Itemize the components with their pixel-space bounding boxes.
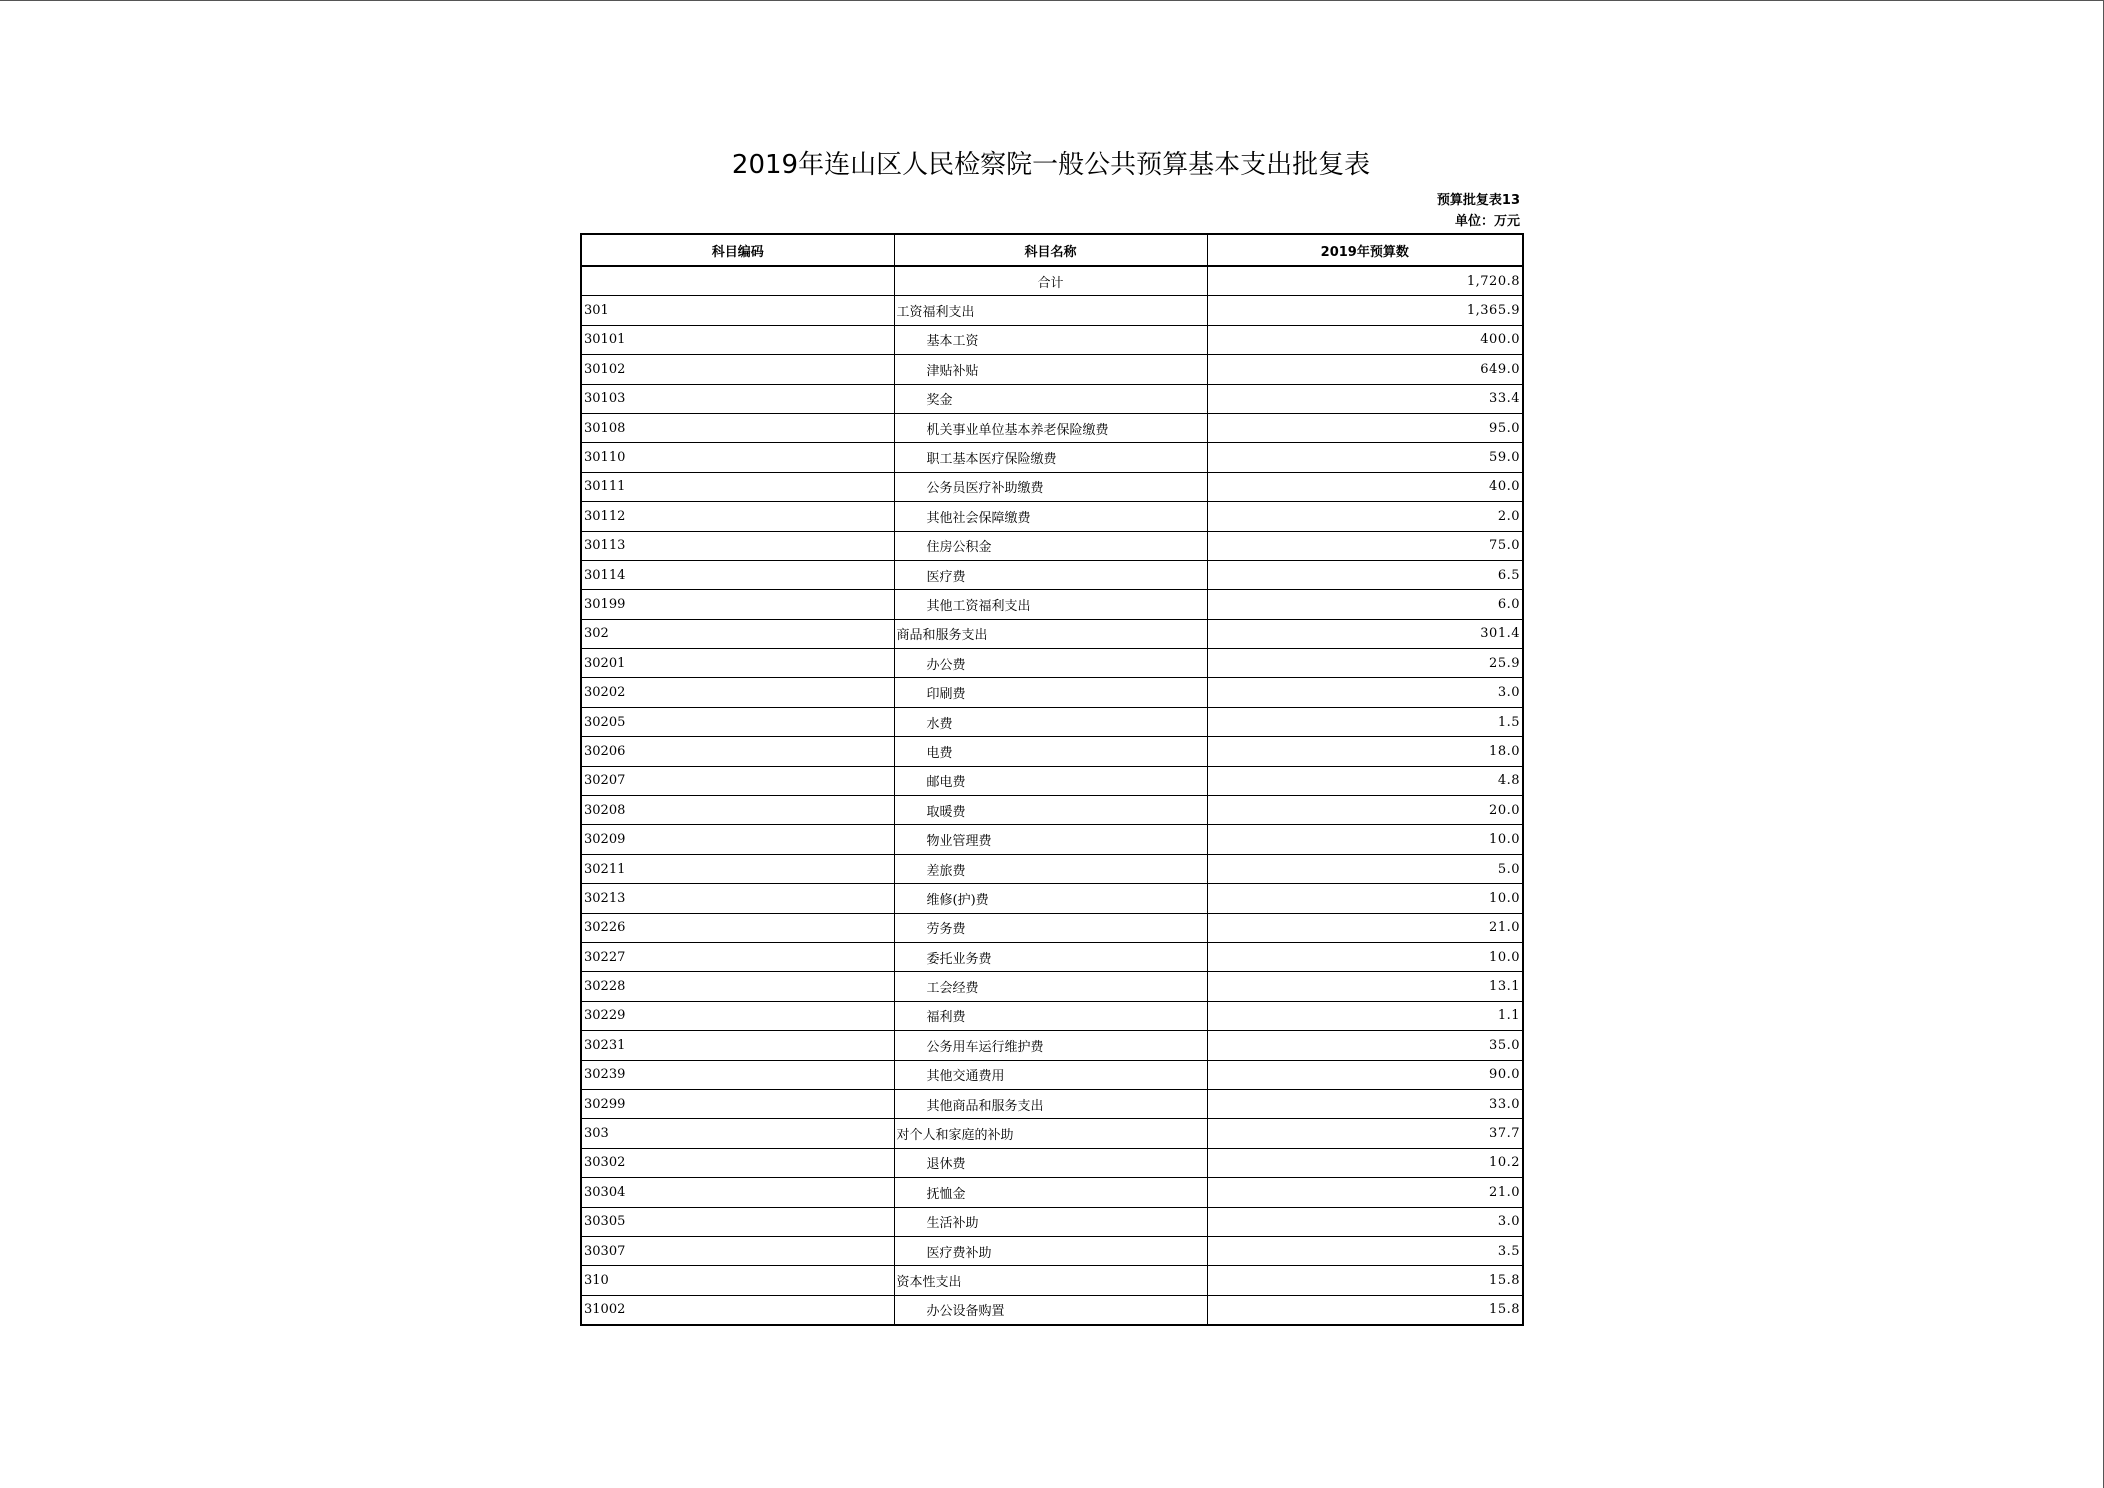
row-code: 31002: [581, 1295, 894, 1325]
row-amount: 301.4: [1207, 619, 1523, 648]
header-amount: 2019年预算数: [1207, 234, 1523, 266]
row-amount: 95.0: [1207, 413, 1523, 442]
table-row: [581, 531, 1523, 560]
row-name: 其他商品和服务支出: [894, 1089, 1207, 1118]
budget-table: [580, 233, 1524, 1326]
row-code: 303: [581, 1119, 894, 1148]
row-code: 30199: [581, 590, 894, 619]
row-name: 资本性支出: [894, 1266, 1207, 1295]
table-row: [581, 1295, 1523, 1325]
row-code: 301: [581, 296, 894, 325]
page-title: 2019年连山区人民检察院一般公共预算基本支出批复表: [731, 150, 1371, 180]
row-name: 奖金: [894, 384, 1207, 413]
row-name: 印刷费: [894, 678, 1207, 707]
table-row: [581, 766, 1523, 795]
row-amount: 3.5: [1207, 1236, 1523, 1265]
row-code: 30103: [581, 384, 894, 413]
table-row: [581, 1236, 1523, 1265]
table-row: [581, 825, 1523, 854]
row-amount: 10.0: [1207, 942, 1523, 971]
row-name: 水费: [894, 707, 1207, 736]
table-row: [581, 296, 1523, 325]
row-code: 30202: [581, 678, 894, 707]
row-code: 30307: [581, 1236, 894, 1265]
row-amount: 59.0: [1207, 443, 1523, 472]
row-name: 其他社会保障缴费: [894, 502, 1207, 531]
table-row: [581, 325, 1523, 354]
table-row: [581, 678, 1523, 707]
row-amount: 37.7: [1207, 1119, 1523, 1148]
table-row: [581, 502, 1523, 531]
table-row: [581, 972, 1523, 1001]
row-code: 30231: [581, 1031, 894, 1060]
row-code: 30205: [581, 707, 894, 736]
table-row: [581, 355, 1523, 384]
row-amount: 1,365.9: [1207, 296, 1523, 325]
row-code: 30207: [581, 766, 894, 795]
row-name: 商品和服务支出: [894, 619, 1207, 648]
table-row: [581, 649, 1523, 678]
row-amount: 3.0: [1207, 678, 1523, 707]
row-name: 工资福利支出: [894, 296, 1207, 325]
row-name: 物业管理费: [894, 825, 1207, 854]
row-name: 医疗费补助: [894, 1236, 1207, 1265]
row-amount: 10.0: [1207, 825, 1523, 854]
row-code: 30111: [581, 472, 894, 501]
row-name: 取暖费: [894, 796, 1207, 825]
table-row: [581, 707, 1523, 736]
table-row: [581, 884, 1523, 913]
table-header-row: [581, 234, 1523, 266]
row-code: 30209: [581, 825, 894, 854]
row-name: 劳务费: [894, 913, 1207, 942]
row-amount: 1.1: [1207, 1001, 1523, 1030]
row-name: 维修(护)费: [894, 884, 1207, 913]
table-row: [581, 1089, 1523, 1118]
row-amount: 10.0: [1207, 884, 1523, 913]
table-row: [581, 413, 1523, 442]
page-border-top: [0, 0, 2104, 1]
row-name: 抚恤金: [894, 1178, 1207, 1207]
form-number: 预算批复表13: [1436, 193, 1520, 208]
row-amount: 649.0: [1207, 355, 1523, 384]
row-code: 30201: [581, 649, 894, 678]
row-name: 机关事业单位基本养老保险缴费: [894, 413, 1207, 442]
row-name: 办公设备购置: [894, 1295, 1207, 1325]
row-name: 福利费: [894, 1001, 1207, 1030]
table-row: [581, 1031, 1523, 1060]
total-amount: 1,720.8: [1207, 266, 1523, 296]
row-amount: 40.0: [1207, 472, 1523, 501]
row-amount: 6.5: [1207, 560, 1523, 589]
row-amount: 75.0: [1207, 531, 1523, 560]
row-amount: 3.0: [1207, 1207, 1523, 1236]
row-amount: 20.0: [1207, 796, 1523, 825]
row-name: 委托业务费: [894, 942, 1207, 971]
row-amount: 35.0: [1207, 1031, 1523, 1060]
row-code: 30108: [581, 413, 894, 442]
row-name: 职工基本医疗保险缴费: [894, 443, 1207, 472]
row-code: 30101: [581, 325, 894, 354]
row-name: 对个人和家庭的补助: [894, 1119, 1207, 1148]
header-code: 科目编码: [581, 234, 894, 266]
row-name: 差旅费: [894, 854, 1207, 883]
row-name: 办公费: [894, 649, 1207, 678]
row-amount: 6.0: [1207, 590, 1523, 619]
row-code: 30102: [581, 355, 894, 384]
row-code: 30213: [581, 884, 894, 913]
table-row: [581, 443, 1523, 472]
row-code: 30211: [581, 854, 894, 883]
row-name: 津贴补贴: [894, 355, 1207, 384]
table-row: [581, 1178, 1523, 1207]
table-row: [581, 1266, 1523, 1295]
table-row: [581, 590, 1523, 619]
unit-label: 单位：万元: [1454, 214, 1520, 229]
row-amount: 10.2: [1207, 1148, 1523, 1177]
row-name: 公务用车运行维护费: [894, 1031, 1207, 1060]
row-code: 30227: [581, 942, 894, 971]
row-name: 邮电费: [894, 766, 1207, 795]
row-amount: 21.0: [1207, 913, 1523, 942]
row-amount: 33.0: [1207, 1089, 1523, 1118]
table-row: [581, 560, 1523, 589]
row-name: 电费: [894, 737, 1207, 766]
table-row: [581, 472, 1523, 501]
row-name: 工会经费: [894, 972, 1207, 1001]
table-row: [581, 1148, 1523, 1177]
total-row: [581, 266, 1523, 296]
row-code: 30304: [581, 1178, 894, 1207]
row-amount: 15.8: [1207, 1295, 1523, 1325]
row-amount: 33.4: [1207, 384, 1523, 413]
row-code: 30206: [581, 737, 894, 766]
row-amount: 15.8: [1207, 1266, 1523, 1295]
table-row: [581, 384, 1523, 413]
row-amount: 21.0: [1207, 1178, 1523, 1207]
row-amount: 13.1: [1207, 972, 1523, 1001]
row-code: 310: [581, 1266, 894, 1295]
row-name: 医疗费: [894, 560, 1207, 589]
table-row: [581, 619, 1523, 648]
table-row: [581, 737, 1523, 766]
row-amount: 25.9: [1207, 649, 1523, 678]
table-row: [581, 1207, 1523, 1236]
row-name: 生活补助: [894, 1207, 1207, 1236]
table-row: [581, 1119, 1523, 1148]
row-code: 30228: [581, 972, 894, 1001]
total-code: [581, 266, 894, 296]
row-amount: 2.0: [1207, 502, 1523, 531]
table-row: [581, 913, 1523, 942]
row-amount: 4.8: [1207, 766, 1523, 795]
row-code: 30302: [581, 1148, 894, 1177]
total-name: 合计: [894, 266, 1207, 296]
row-amount: 90.0: [1207, 1060, 1523, 1089]
row-name: 其他工资福利支出: [894, 590, 1207, 619]
row-code: 30226: [581, 913, 894, 942]
row-name: 公务员医疗补助缴费: [894, 472, 1207, 501]
header-name: 科目名称: [894, 234, 1207, 266]
table-row: [581, 1060, 1523, 1089]
table-row: [581, 854, 1523, 883]
row-code: 30229: [581, 1001, 894, 1030]
table-body: [581, 266, 1523, 1325]
row-code: 30110: [581, 443, 894, 472]
row-code: 30239: [581, 1060, 894, 1089]
row-amount: 5.0: [1207, 854, 1523, 883]
row-code: 30112: [581, 502, 894, 531]
row-code: 302: [581, 619, 894, 648]
row-name: 基本工资: [894, 325, 1207, 354]
row-name: 其他交通费用: [894, 1060, 1207, 1089]
table-row: [581, 1001, 1523, 1030]
table-row: [581, 942, 1523, 971]
row-name: 退休费: [894, 1148, 1207, 1177]
row-name: 住房公积金: [894, 531, 1207, 560]
row-amount: 18.0: [1207, 737, 1523, 766]
row-code: 30114: [581, 560, 894, 589]
row-amount: 1.5: [1207, 707, 1523, 736]
row-code: 30305: [581, 1207, 894, 1236]
table-row: [581, 796, 1523, 825]
row-amount: 400.0: [1207, 325, 1523, 354]
row-code: 30299: [581, 1089, 894, 1118]
row-code: 30208: [581, 796, 894, 825]
row-code: 30113: [581, 531, 894, 560]
